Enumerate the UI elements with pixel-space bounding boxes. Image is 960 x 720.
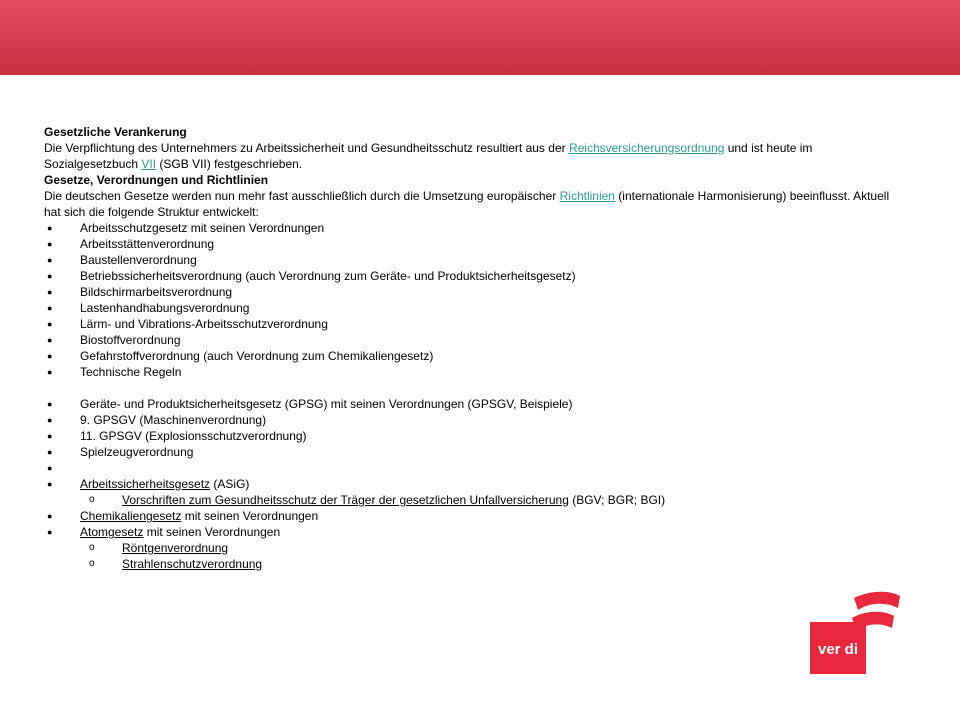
list-item: ● 9. GPSGV (Maschinenverordnung) [44,412,904,428]
paragraph-text: Die Verpflichtung des Unternehmers zu Arbeitssicherheit und Gesundheitsschutz resultiert aus der [44,141,569,155]
paragraph-text: und ist heute im Sozialgesetzbuch [44,141,813,171]
list-item-text: mit seinen Verordnungen [143,525,281,539]
link-roentgenverordnung[interactable]: Röntgenverordnung [122,541,229,555]
list-item-empty [44,460,904,476]
list-item: ● Biostoffverordnung [44,332,904,348]
list-item-atom [44,524,904,572]
link-strahlenschutzverordnung[interactable]: Strahlenschutzverordnung [122,557,263,571]
regulation-list [44,220,904,380]
list-item-text: mit seinen Verordnungen [181,509,319,523]
link-vii[interactable]: VII [141,157,157,171]
product-safety-list [44,396,904,572]
sublist-item [44,556,904,572]
slide-content [44,124,904,572]
link-vorschriften-gesundheitsschutz[interactable]: Vorschriften zum Gesundheitsschutz der Träger der gesetzlichen Unfallversicherung [122,493,569,507]
sublist-atom [80,540,904,572]
link-richtlinien[interactable]: Richtlinien [559,189,615,203]
section-heading-legal: Gesetzliche Verankerung [44,125,187,139]
link-reichsversicherungsordnung[interactable]: Reichsversicherungsordnung [568,141,725,155]
link-chemikaliengesetz[interactable]: Chemikaliengesetz [80,509,182,523]
list-item: ● Gefahrstoffverordnung (auch Verordnung zum Chemikaliengesetz) [44,348,904,364]
paragraph-text: Die deutschen Gesetze werden nun mehr fast ausschließlich durch die Umsetzung europäischer [44,189,560,203]
sublist-item-text: (BGV; BGR; BGI) [568,493,666,507]
header-bar [0,0,960,75]
logo-text: ver di [817,641,859,658]
list-item: ● Bildschirmarbeitsverordnung [44,284,904,300]
link-arbeitssicherheitsgesetz[interactable]: Arbeitssicherheitsgesetz [80,477,211,491]
list-item-chem [44,508,904,524]
paragraph-legal [44,140,904,172]
paragraph-text: (SGB VII) festgeschrieben. [156,157,303,171]
list-item: ● Baustellenverordnung [44,252,904,268]
list-item: ● 11. GPSGV (Explosionsschutzverordnung) [44,428,904,444]
list-item: ● Arbeitsschutzgesetz mit seinen Verordnungen [44,220,904,236]
list-item-asig [44,476,904,508]
list-item: ● Technische Regeln [44,364,904,380]
list-item: ● Betriebssicherheitsverordnung (auch Verordnung zum Geräte- und Produktsicherheitsgesetz) [44,268,904,284]
list-item: ● Geräte- und Produktsicherheitsgesetz (GPSG) mit seinen Verordnungen (GPSGV, Beispiele) [44,396,904,412]
paragraph-text: (internationale Harmonisierung) beeinflusst. Aktuell hat sich die folgende Struktur entwickelt: [44,189,890,219]
paragraph-laws [44,188,904,220]
link-atomgesetz[interactable]: Atomgesetz [80,525,144,539]
section-heading-laws: Gesetze, Verordnungen und Richtlinien [44,173,269,187]
verdi-logo-icon [808,588,904,678]
list-item: ● Arbeitsstättenverordnung [44,236,904,252]
list-item-text: (ASiG) [210,477,250,491]
list-item: ● Lastenhandhabungsverordnung [44,300,904,316]
spacer [44,380,904,396]
list-item: ● Spielzeugverordnung [44,444,904,460]
sublist-item [44,492,904,508]
sublist-asig [80,492,904,508]
sublist-item [44,540,904,556]
list-item: ● Lärm- und Vibrations-Arbeitsschutzverordnung [44,316,904,332]
